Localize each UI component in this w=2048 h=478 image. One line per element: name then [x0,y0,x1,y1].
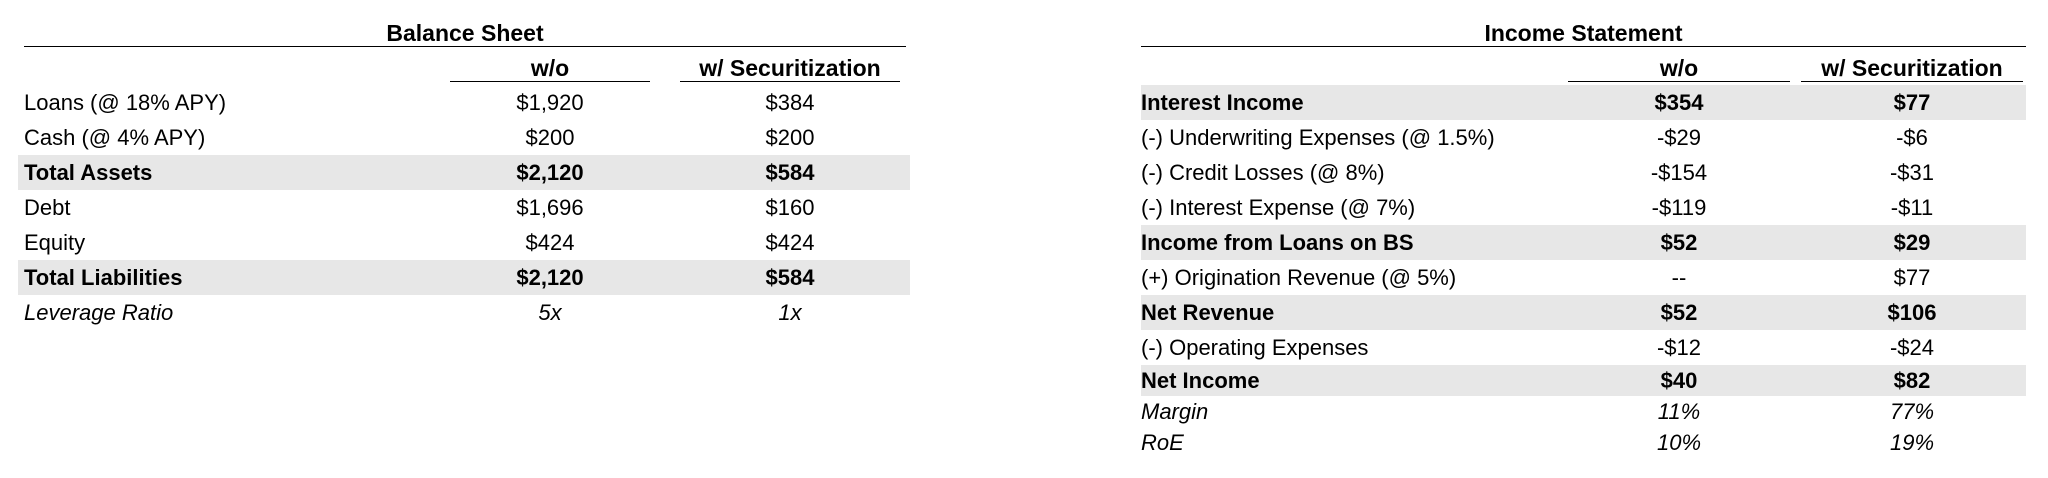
value-without: 11% [1657,398,1701,424]
value-without: $424 [525,229,575,255]
subtotal-row [1141,295,2026,330]
value-without: -$154 [1650,159,1708,185]
row-label: (-) Interest Expense (@ 7%) [1141,194,1416,220]
value-with-securitization: -$11 [1890,194,1934,220]
row-label: Income from Loans on BS [1141,229,1414,255]
value-with-securitization: $584 [765,159,815,185]
subtotal-row [1141,85,2026,120]
row-label: RoE [1141,429,1184,455]
balance-sheet-title: Balance Sheet [24,20,906,47]
value-without: $52 [1660,229,1698,255]
balance-sheet-header [24,47,906,85]
value-with-securitization: -$24 [1889,334,1935,360]
value-without: -$119 [1651,194,1707,220]
col-header-without: w/o [1568,55,1790,82]
row-label: Total Assets [24,159,153,185]
ratio-row [1141,427,2026,458]
table-row [24,190,906,225]
table-row [1141,120,2026,155]
row-label: (-) Operating Expenses [1141,334,1369,360]
table-row [1141,190,2026,225]
row-label: Loans (@ 18% APY) [24,89,227,115]
value-without: $1,920 [516,89,584,115]
ratio-row [1141,396,2026,427]
balance-sheet-table [24,20,906,330]
table-row [1141,330,2026,365]
value-with-securitization: $200 [765,124,815,150]
value-with-securitization: $384 [765,89,815,115]
value-with-securitization: -$31 [1889,159,1935,185]
value-without: -$12 [1656,334,1702,360]
value-without: 10% [1656,429,1702,455]
subtotal-row [1141,225,2026,260]
col-header-with-securitization: w/ Securitization [1801,55,2023,82]
row-label: Cash (@ 4% APY) [24,124,206,150]
value-with-securitization: 19% [1889,429,1935,455]
value-with-securitization: -$6 [1896,124,1928,150]
value-without: -$29 [1656,124,1702,150]
value-without: 5x [538,299,562,325]
value-with-securitization: $160 [765,194,815,220]
value-with-securitization: $77 [1893,89,1931,115]
total-row [18,260,910,295]
ratio-row [24,295,906,330]
value-without: $1,696 [516,194,584,220]
table-row [24,120,906,155]
row-label: Margin [1141,398,1209,424]
row-label: Leverage Ratio [24,299,174,325]
col-header-with-securitization: w/ Securitization [680,55,900,82]
value-without: $2,120 [516,159,584,185]
value-without: -- [1671,264,1687,290]
value-with-securitization: 1x [778,299,802,325]
value-with-securitization: $584 [765,264,815,290]
table-row [1141,155,2026,190]
value-without: $2,120 [516,264,584,290]
income-statement-header [1141,47,2026,85]
row-label: Net Income [1141,367,1260,393]
table-row [1141,260,2026,295]
row-label: (+) Origination Revenue (@ 5%) [1141,264,1457,290]
value-without: $354 [1654,89,1704,115]
value-without: $52 [1660,299,1698,325]
total-row [18,155,910,190]
table-row [24,225,906,260]
total-row [1141,365,2026,396]
value-with-securitization: $77 [1893,264,1931,290]
value-without: $40 [1660,367,1698,393]
row-label: Debt [24,194,71,220]
value-with-securitization: 77% [1889,398,1935,424]
value-with-securitization: $424 [765,229,815,255]
value-with-securitization: $82 [1893,367,1931,393]
row-label: Net Revenue [1141,299,1275,325]
row-label: Interest Income [1141,89,1304,115]
row-label: Total Liabilities [24,264,183,290]
row-label: (-) Underwriting Expenses (@ 1.5%) [1141,124,1495,150]
income-statement-table [1141,20,2026,458]
value-without: $200 [525,124,575,150]
value-with-securitization: $29 [1893,229,1931,255]
row-label: (-) Credit Losses (@ 8%) [1141,159,1385,185]
value-with-securitization: $106 [1887,299,1937,325]
row-label: Equity [24,229,86,255]
col-header-without: w/o [450,55,650,82]
table-row [24,85,906,120]
income-statement-title: Income Statement [1141,20,2026,47]
